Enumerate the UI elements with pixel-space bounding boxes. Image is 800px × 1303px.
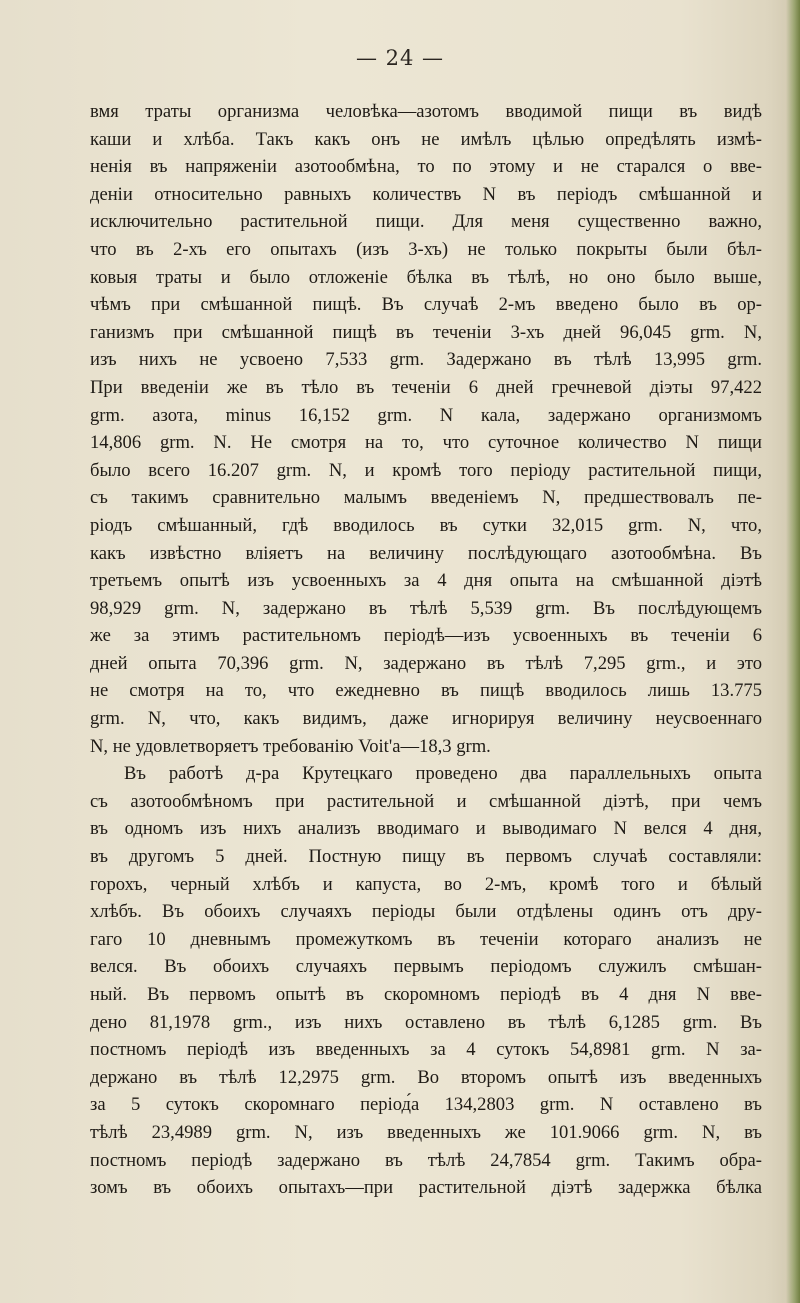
text-line: дней опыта 70,396 grm. N, задержано въ тѣлѣ 7,295 grm., и это [90, 652, 762, 674]
text-line: гаго 10 дневнымъ промежуткомъ въ теченіи котораго анализъ не [90, 928, 762, 950]
text-line: 98,929 grm. N, задержано въ тѣлѣ 5,539 grm. Въ послѣдующемъ [90, 597, 762, 619]
text-line: каши и хлѣба. Такъ какъ онъ не имѣлъ цѣлью опредѣлять измѣ- [90, 128, 762, 150]
text-line: не смотря на то, что ежедневно въ пищѣ вводилось лишь 13.775 [90, 680, 762, 702]
text-line: ненія въ напряженіи азотообмѣна, то по этому и не старался о вве- [90, 156, 762, 178]
text-line: велся. Въ обоихъ случаяхъ первымъ періодомъ служилъ смѣшан- [90, 956, 762, 978]
text-line: держано въ тѣлѣ 12,2975 grm. Во второмъ опытѣ изъ введенныхъ [90, 1066, 762, 1088]
text-line: третьемъ опытѣ изъ усвоенныхъ за 4 дня опыта на смѣшанной діэтѣ [90, 570, 762, 592]
text-line: съ азотообмѣномъ при растительной и смѣшанной діэтѣ, при чемъ [90, 790, 762, 812]
text-line: исключительно растительной пищи. Для меня существенно важно, [90, 211, 762, 233]
page-edge-shadow [786, 0, 800, 1303]
body-text [90, 98, 762, 1202]
text-line: какъ извѣстно вліяетъ на величину послѣдующаго азотообмѣна. Въ [90, 542, 762, 564]
text-line: изъ нихъ не усвоено 7,533 grm. Задержано въ тѣлѣ 13,995 grm. [90, 349, 762, 371]
text-line: хлѣбъ. Въ обоихъ случаяхъ періоды были отдѣлены одинъ отъ дру- [90, 901, 762, 923]
text-line: ковыя траты и было отложеніе бѣлка въ тѣлѣ, но оно было выше, [90, 266, 762, 288]
text-line: grm. азота, minus 16,152 grm. N кала, задержано организмомъ [90, 404, 762, 426]
text-line: за 5 сутокъ скоромнаго період́а 134,2803 grm. N оставлено въ [90, 1094, 762, 1116]
text-line: Въ работѣ д-ра Крутецкаго проведено два параллельныхъ опыта [124, 763, 762, 785]
text-line: въ одномъ изъ нихъ анализъ вводимаго и выводимаго N велся 4 дня, [90, 818, 762, 840]
text-line: чѣмъ при смѣшанной пищѣ. Въ случаѣ 2-мъ введено было въ ор- [90, 294, 762, 316]
text-line: тѣлѣ 23,4989 grm. N, изъ введенныхъ же 101.9066 grm. N, въ [90, 1121, 762, 1143]
text-line: ный. Въ первомъ опытѣ въ скоромномъ періодѣ въ 4 дня N вве- [90, 984, 762, 1005]
text-line: 14,806 grm. N. Не смотря на то, что суточное количество N пищи [90, 432, 762, 454]
text-line: вмя траты организма человѣка—азотомъ вводимой пищи въ видѣ [90, 101, 762, 122]
text-line: было всего 16.207 grm. N, и кромѣ того періоду растительной пищи, [90, 459, 762, 481]
paragraph-1 [90, 98, 762, 760]
text-line: ріодъ смѣшанный, гдѣ вводилось въ сутки 32,015 grm. N, что, [90, 514, 762, 536]
paragraph-2 [90, 760, 762, 1202]
text-line: При введеніи же въ тѣло въ теченіи 6 дней гречневой діэты 97,422 [90, 376, 762, 398]
text-line: дено 81,1978 grm., изъ нихъ оставлено въ тѣлѣ 6,1285 grm. Въ [90, 1011, 762, 1033]
text-line: въ другомъ 5 дней. Постную пищу въ первомъ случаѣ составляли: [90, 846, 762, 868]
text-line: же за этимъ растительномъ періодѣ—изъ усвоенныхъ въ теченіи 6 [90, 625, 762, 647]
text-line: что въ 2-хъ его опытахъ (изъ 3-хъ) не только покрыты были бѣл- [90, 238, 762, 260]
text-line: съ такимъ сравнительно малымъ введеніемъ N, предшествовалъ пе- [90, 487, 762, 509]
text-line: зомъ въ обоихъ опытахъ—при растительной діэтѣ задержка бѣлка [90, 1177, 762, 1199]
text-line: ганизмъ при смѣшанной пищѣ въ теченіи 3-хъ дней 96,045 grm. N, [90, 321, 762, 343]
text-line: деніи относительно равныхъ количествъ N въ періодъ смѣшанной и [90, 183, 762, 205]
text-line: постномъ періодѣ задержано въ тѣлѣ 24,7854 grm. Такимъ обра- [90, 1149, 762, 1171]
page-number: — 24 — [355, 46, 445, 70]
text-line: горохъ, черный хлѣбъ и капуста, во 2-мъ, кромѣ того и бѣлый [90, 873, 762, 895]
text-line: grm. N, что, какъ видимъ, даже игнорируя величину неусвоеннаго [90, 708, 762, 730]
text-line: постномъ періодѣ изъ введенныхъ за 4 сутокъ 54,8981 grm. N за- [90, 1039, 762, 1061]
text-line: N, не удовлетворяетъ требованію Voit'а—18,3 grm. [90, 735, 491, 757]
